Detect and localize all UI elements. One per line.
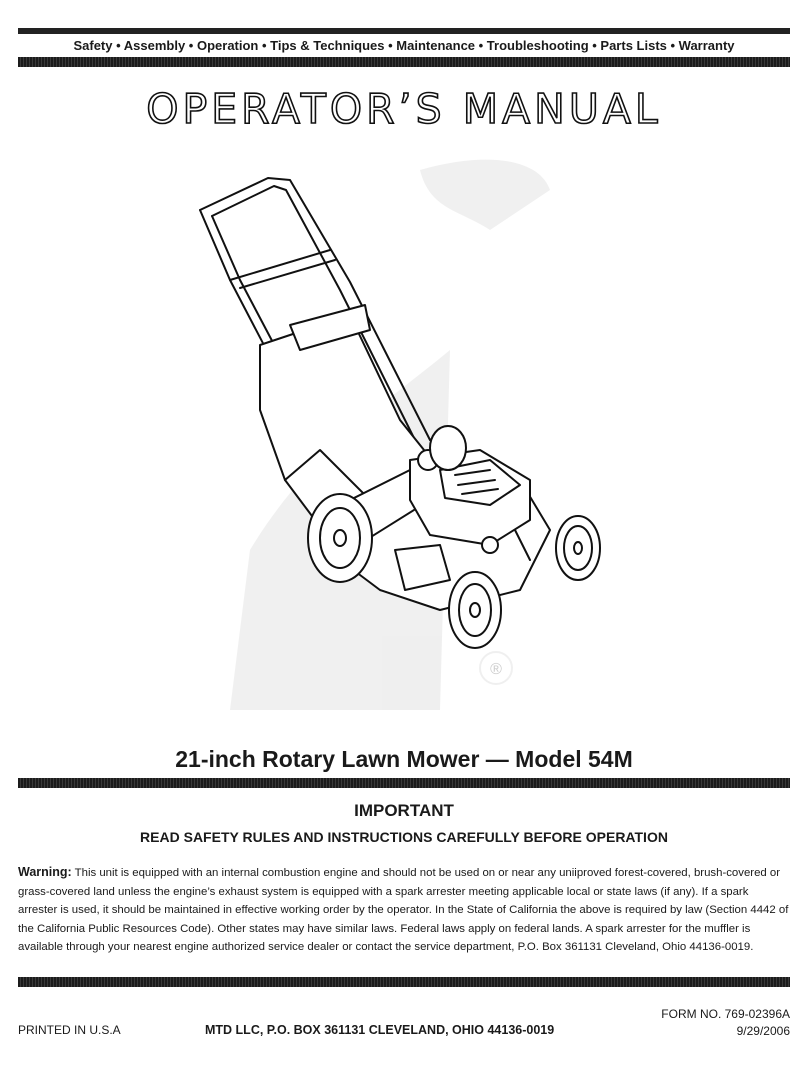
top-rule — [18, 28, 790, 34]
nav-rule — [18, 57, 790, 67]
model-rule — [18, 778, 790, 788]
footer-rule — [18, 977, 790, 987]
lawn-mower-icon — [190, 150, 630, 710]
warning-text: This unit is equipped with an internal combustion engine and should not be used on or near any uniiproved forest-covered, brush-covered or grass-covered land unless the engine’s exhaust system is equipped with a spark arrester meeting applicable local or state laws (if any). If a spark arrester is used, it should be maintained in effective working order by the operator. In the State of California the above is required by law (Section 4442 of the California Public Resources Code). Other states may have similar laws. Federal laws apply on federal lands. A spark arrester for the muffler is available through your nearest engine authorized service dealer or contact the service department, P.O. Box 361131 Cleveland, Ohio 44136-0019. — [18, 867, 789, 954]
form-number: FORM NO. 769-02396A — [661, 1007, 790, 1021]
important-heading: IMPORTANT — [354, 801, 454, 820]
warning-paragraph — [18, 863, 790, 957]
form-info — [661, 1006, 790, 1040]
manual-title: OPERATOR’S MANUAL — [146, 85, 662, 133]
company-address: MTD LLC, P.O. BOX 361131 CLEVELAND, OHIO 44136-0019 — [205, 1023, 555, 1037]
safety-instruction: READ SAFETY RULES AND INSTRUCTIONS CAREFULLY BEFORE OPERATION — [140, 829, 668, 845]
model-title: 21-inch Rotary Lawn Mower — Model 54M — [175, 746, 633, 772]
section-nav: Safety • Assembly • Operation • Tips & Techniques • Maintenance • Troubleshooting • Parts Lists • Warranty — [73, 38, 735, 53]
printed-in: PRINTED IN U.S.A — [18, 1023, 121, 1037]
registered-mark: ® — [490, 661, 502, 678]
warning-label: Warning: — [18, 865, 72, 879]
form-date: 9/29/2006 — [736, 1024, 790, 1038]
